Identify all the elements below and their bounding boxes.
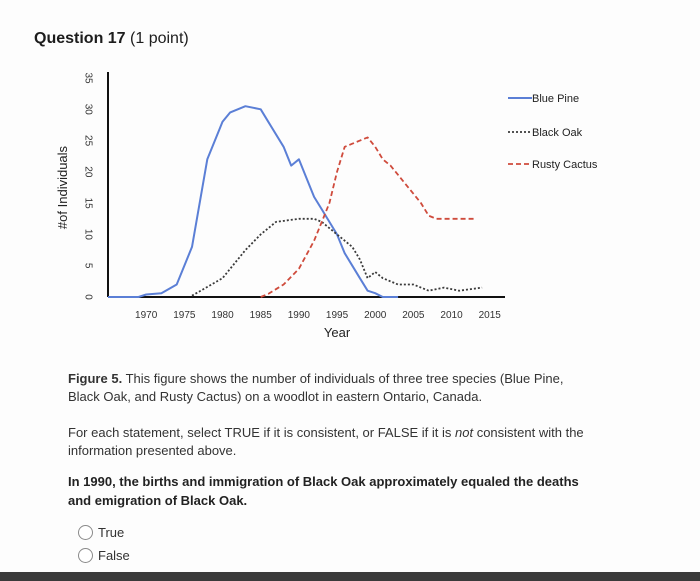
option-false-label: False — [98, 548, 130, 563]
legend-label: Black Oak — [532, 127, 583, 139]
question-points: (1 point) — [125, 30, 189, 47]
series-line-black-oak — [192, 219, 482, 296]
x-tick-label: 2000 — [364, 310, 387, 321]
x-tick-label: 1970 — [135, 310, 158, 321]
y-tick-label: 35 — [82, 72, 94, 84]
series-line-rusty-cactus — [261, 137, 475, 297]
x-tick-label: 1995 — [325, 310, 349, 321]
x-tick-label: 2015 — [478, 310, 501, 321]
question-title — [34, 30, 189, 48]
y-tick-label: 30 — [82, 103, 94, 115]
figure-caption — [68, 370, 588, 406]
option-false[interactable] — [78, 548, 130, 563]
legend-label: Rusty Cactus — [532, 159, 598, 171]
y-axis-title: #of Individuals — [55, 145, 70, 230]
series-line-blue-pine — [108, 106, 398, 297]
x-tick-label: 1990 — [287, 310, 310, 321]
instructions — [68, 424, 588, 460]
x-tick-label: 2005 — [402, 310, 425, 321]
x-tick-label: 1980 — [211, 310, 234, 321]
option-true[interactable] — [78, 525, 124, 540]
instructions-emphasis: not — [455, 425, 474, 440]
y-tick-label: 20 — [82, 166, 94, 178]
legend-label: Blue Pine — [532, 93, 580, 105]
bottom-bar — [0, 572, 700, 581]
x-tick-label: 1975 — [173, 310, 196, 321]
y-tick-label: 25 — [82, 135, 94, 147]
statement: In 1990, the births and immigration of Black Oak approximately equaled the deaths and emigration of Black Oak. — [68, 474, 579, 508]
x-axis-title: Year — [323, 325, 351, 340]
y-tick-label: 0 — [82, 294, 94, 300]
instructions-text-2: consistent with the information presented above. — [68, 425, 584, 458]
figure-caption-text: This figure shows the number of individuals of three tree species (Blue Pine, Black Oak, and Rusty Cactus) on a woodlot in eastern Ontario, Canada. — [68, 371, 564, 404]
radio-true[interactable] — [78, 525, 93, 540]
line-chart — [40, 60, 610, 350]
x-tick-label: 1985 — [249, 310, 272, 321]
instructions-text-1: For each statement, select TRUE if it is consistent, or FALSE if it is — [68, 425, 456, 440]
question-number: Question 17 — [34, 30, 126, 47]
radio-false[interactable] — [78, 548, 93, 563]
figure-label: Figure 5. — [68, 371, 123, 386]
y-tick-label: 15 — [82, 197, 94, 209]
option-true-label: True — [98, 525, 125, 540]
chart-svg — [40, 60, 610, 350]
y-tick-label: 5 — [82, 262, 94, 269]
x-tick-label: 2010 — [440, 310, 463, 321]
y-tick-label: 10 — [82, 228, 94, 240]
